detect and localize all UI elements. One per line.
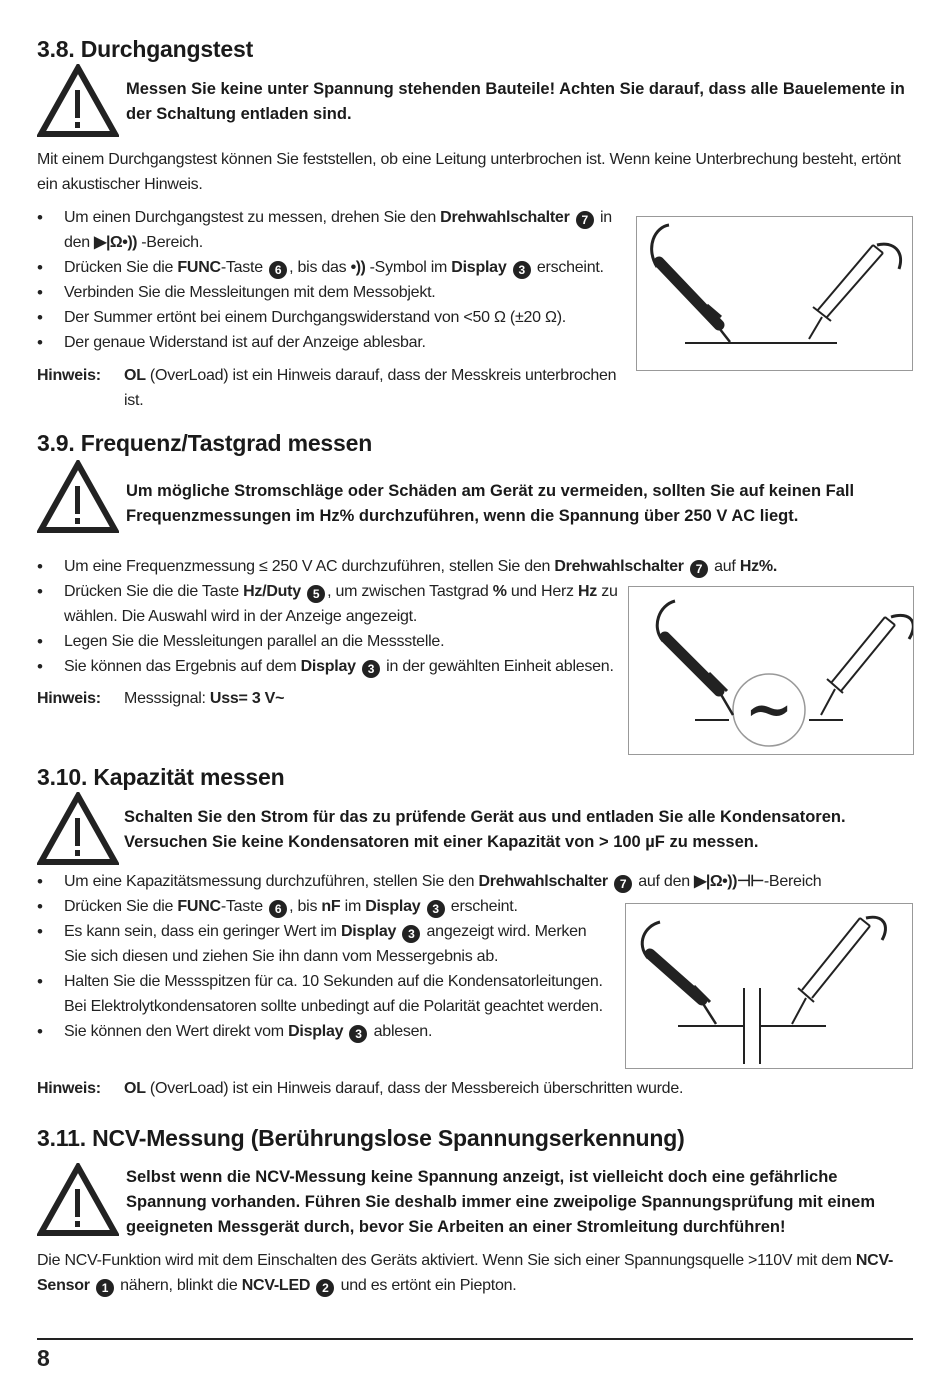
list-item: • Der genaue Widerstand ist auf der Anzeige ablesbar. xyxy=(37,330,637,355)
list-item: • Drücken Sie die FUNC-Taste 6 , bis das •)) -Symbol im Display 3 erscheint. xyxy=(37,255,637,280)
section-heading-3-10: 3.10. Kapazität messen xyxy=(37,764,285,790)
list-item: • Der Summer ertönt bei einem Durchgangswiderstand von <50 Ω (±20 Ω). xyxy=(37,305,637,330)
warning-triangle-icon xyxy=(37,64,119,138)
intro-paragraph: Mit einem Durchgangstest können Sie feststellen, ob eine Leitung unterbrochen ist. Wenn keine Unterbrechung besteht, ertönt ein akustischer Hinweis. xyxy=(37,151,901,193)
sound-icon: •)) xyxy=(350,259,366,276)
capacitance-probe-figure xyxy=(625,903,913,1069)
warning-text: Schalten Sie den Strom für das zu prüfende Gerät aus und entladen Sie alle Kondensatoren. Versuchen Sie keine Kondensatoren mit einer Kapazität von > 100 µF zu messen. xyxy=(124,808,846,851)
ac-tilde-icon: ~ xyxy=(744,675,794,743)
section-heading-3-9: 3.9. Frequenz/Tastgrad messen xyxy=(37,430,373,456)
list-item: • Sie können das Ergebnis auf dem Display 3 in der gewählten Einheit ablesen. xyxy=(37,654,917,679)
warning-triangle-icon xyxy=(37,460,119,534)
list-item: • Um eine Kapazitätsmessung durchzuführen, stellen Sie den Drehwahlschalter 7 auf den ▶|Ω•))⊣⊢-Bereich xyxy=(37,869,917,894)
ncv-paragraph: Die NCV-Funktion wird mit dem Einschalten des Geräts aktiviert. Wenn Sie sich einer Spannungsquelle >110V mit dem NCV-Sensor 1 nähern, blinkt die NCV-LED 2 und es ertönt ein Piepton. xyxy=(37,1252,894,1295)
hint-note: Hinweis: Messsignal: Uss= 3 V~ xyxy=(37,690,285,707)
warning-text: Um mögliche Stromschläge oder Schäden am Gerät zu vermeiden, sollten Sie auf keinen Fall Frequenzmessungen im Hz% durchzuführen, wenn die Spannung über 250 V AC liegt. xyxy=(126,482,855,525)
bullet-list-3-8 xyxy=(37,205,637,355)
frequency-probe-figure xyxy=(628,586,914,755)
section-heading-3-11: 3.11. NCV-Messung (Berührungslose Spannungserkennung) xyxy=(37,1125,685,1151)
page-number: 8 xyxy=(37,1345,50,1371)
list-item: • Verbinden Sie die Messleitungen mit dem Messobjekt. xyxy=(37,280,637,305)
hint-note: Hinweis: OL (OverLoad) ist ein Hinweis darauf, dass der Messbereich überschritten wurde. xyxy=(37,1080,684,1097)
warning-text: Messen Sie keine unter Spannung stehenden Bauteile! Achten Sie darauf, dass alle Bauelemente in der Schaltung entladen sind. xyxy=(126,80,905,123)
diode-ohm-sound-capacitor-icon: ▶|Ω•))⊣⊢ xyxy=(694,873,764,890)
list-item: • Drücken Sie die FUNC-Taste 6 , bis nF im Display 3 erscheint. xyxy=(37,894,917,919)
warning-triangle-icon xyxy=(37,792,119,866)
list-item: • Es kann sein, dass ein geringer Wert im Display 3 angezeigt wird. Merken Sie sich diesen und ziehen Sie ihn dann vom Messergebnis ab. xyxy=(37,919,609,969)
warning-text: Selbst wenn die NCV-Messung keine Spannung anzeigt, ist vielleicht doch eine gefährliche Spannung vorhanden. Führen Sie deshalb immer eine zweipolige Spannungsprüfung mit einem geeigneten Messgerät durch, bevor Sie Arbeiten an einer Stromleitung durchführen! xyxy=(126,1168,876,1236)
hint-note: Hinweis: OL (OverLoad) ist ein Hinweis darauf, dass der Messkreis unterbrochen ist. xyxy=(37,367,617,409)
warning-triangle-icon xyxy=(37,1163,119,1237)
list-item: • Legen Sie die Messleitungen parallel an die Messstelle. xyxy=(37,629,917,654)
footer-rule xyxy=(37,1338,913,1340)
list-item: • Drücken Sie die die Taste Hz/Duty 5 , um zwischen Tastgrad % und Herz Hz zu wählen. Die Auswahl wird in der Anzeige angezeigt. xyxy=(37,579,624,629)
section-heading-3-8: 3.8. Durchgangstest xyxy=(37,36,254,62)
list-item: • Um einen Durchgangstest zu messen, drehen Sie den Drehwahlschalter 7 in den ▶|Ω•)) -Bereich. xyxy=(37,205,637,255)
list-item: • Um eine Frequenzmessung ≤ 250 V AC durchzuführen, stellen Sie den Drehwahlschalter 7 auf Hz%. xyxy=(37,554,917,579)
diode-ohm-sound-icon: ▶|Ω•)) xyxy=(94,234,138,251)
list-item: • Halten Sie die Messspitzen für ca. 10 Sekunden auf die Kondensatorleitungen. Bei Elektrolytkondensatoren sollte unbedingt auf die Polarität geachtet werden. xyxy=(37,969,609,1019)
list-item: • Sie können den Wert direkt vom Display 3 ablesen. xyxy=(37,1019,917,1044)
continuity-probe-figure xyxy=(636,216,913,371)
